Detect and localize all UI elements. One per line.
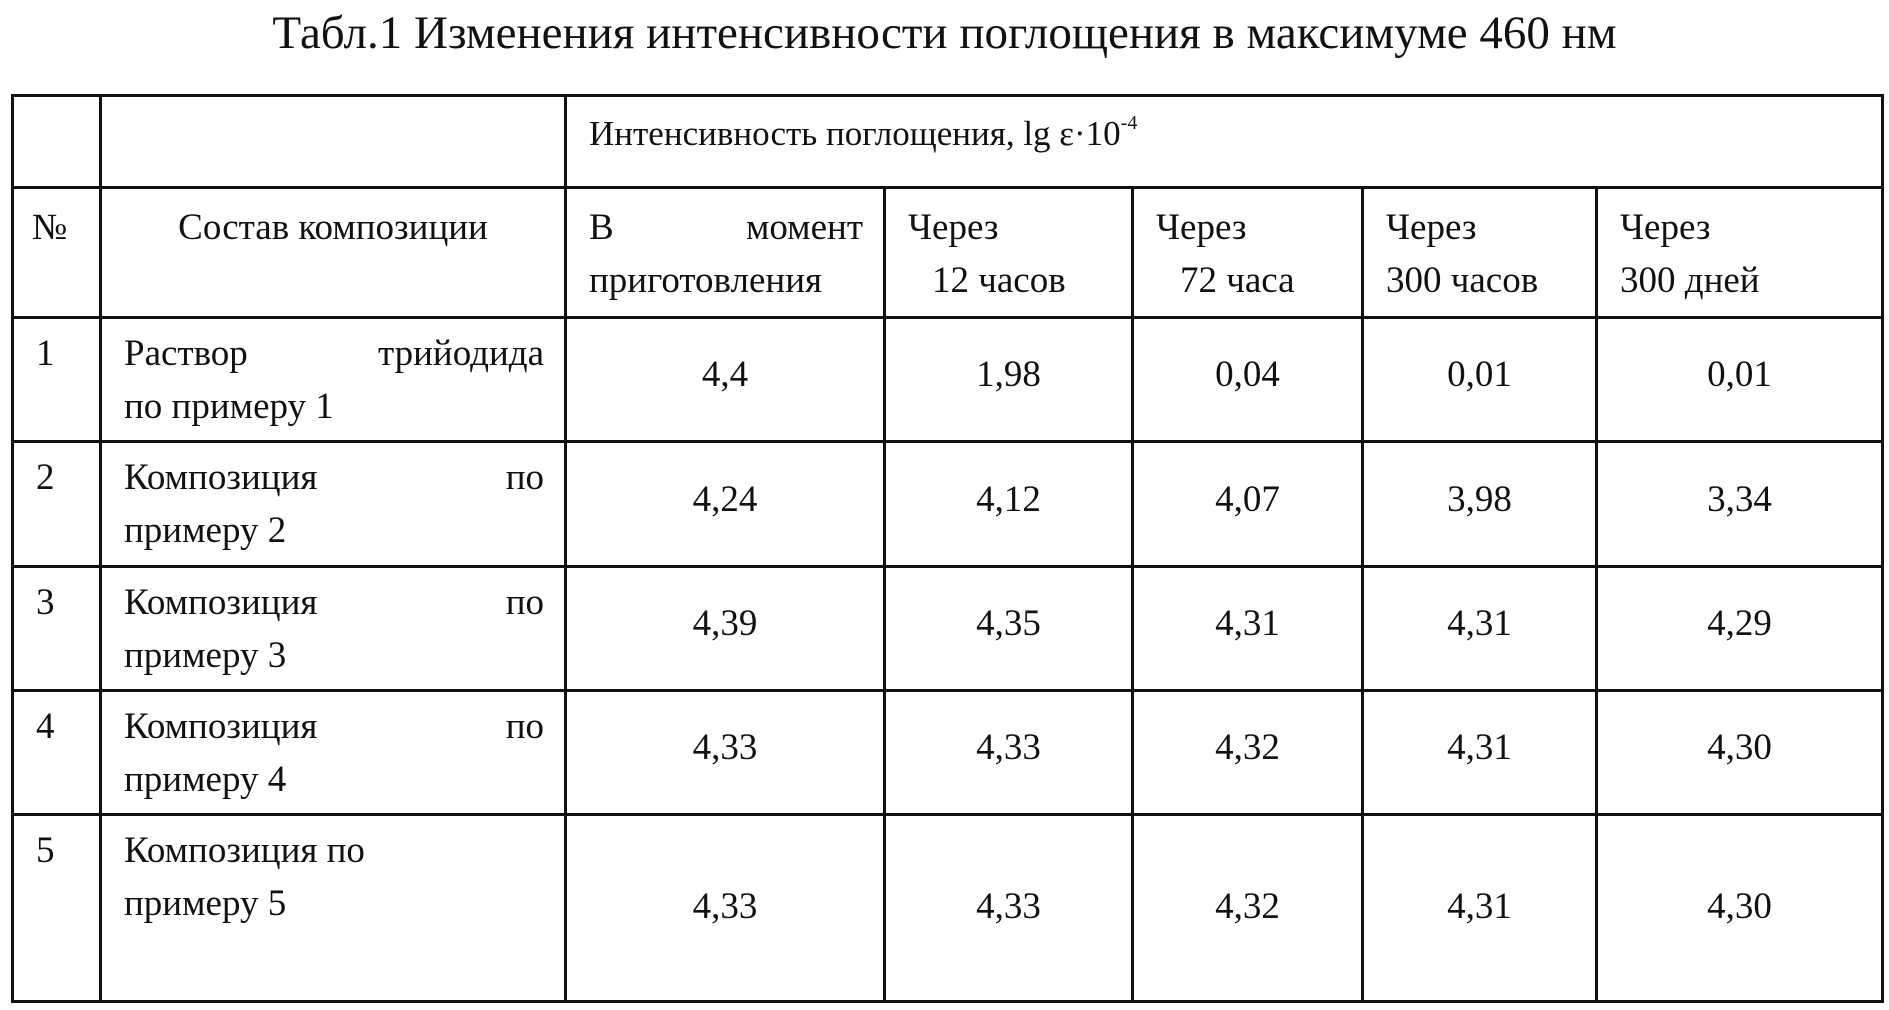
- header-time-0-word-a: В: [589, 207, 614, 248]
- header-empty-composition: [101, 96, 566, 188]
- header-time-4-line2: 300 дней: [1620, 260, 1760, 301]
- row-composition: [101, 691, 566, 815]
- row-composition-word-b: по: [505, 706, 544, 747]
- value-cell: 1,98: [885, 318, 1133, 442]
- header-time-0-line2: приготовления: [589, 260, 823, 301]
- absorption-table: [11, 94, 1884, 1003]
- value-cell: 4,07: [1133, 442, 1363, 567]
- header-absorption-text: Интенсивность поглощения, lg ε·10: [589, 114, 1121, 153]
- table-title: Табл.1 Изменения интенсивности поглощения в максимуме 460 нм: [272, 7, 1617, 59]
- row-composition-line2: примеру 3: [124, 635, 287, 676]
- value-cell: 0,04: [1133, 318, 1363, 442]
- value-cell: 0,01: [1363, 318, 1597, 442]
- header-time-72h: [1133, 188, 1363, 318]
- row-composition-word-a: Композиция: [124, 457, 318, 498]
- value-cell: 4,32: [1133, 815, 1363, 1002]
- row-number: 3: [13, 567, 101, 691]
- row-composition: [101, 567, 566, 691]
- row-composition: [101, 815, 566, 1002]
- row-composition-line2: примеру 4: [124, 759, 287, 800]
- header-time-3-line1: Через: [1386, 207, 1477, 248]
- row-composition-line2: по примеру 1: [124, 386, 334, 427]
- table-row: [13, 815, 1883, 1002]
- header-row-columns: [13, 188, 1883, 318]
- row-composition-line1: Композиция по: [124, 830, 365, 871]
- row-number: 2: [13, 442, 101, 567]
- row-composition-word-b: по: [505, 582, 544, 623]
- value-cell: 4,33: [566, 815, 885, 1002]
- value-cell: 3,34: [1597, 442, 1883, 567]
- value-cell: 4,4: [566, 318, 885, 442]
- header-time-preparation: [566, 188, 885, 318]
- value-cell: 4,31: [1133, 567, 1363, 691]
- row-composition-line2: примеру 5: [124, 883, 287, 924]
- row-number: 1: [13, 318, 101, 442]
- row-composition-word-b: по: [505, 457, 544, 498]
- row-composition-word-a: Раствор: [124, 333, 248, 374]
- header-time-2-line1: Через: [1156, 207, 1247, 248]
- header-time-3-line2: 300 часов: [1386, 260, 1539, 301]
- value-cell: 4,31: [1363, 815, 1597, 1002]
- header-time-300d: [1597, 188, 1883, 318]
- table-row: [13, 567, 1883, 691]
- header-time-2-line2: 72 часа: [1180, 260, 1295, 301]
- header-time-12h: [885, 188, 1133, 318]
- value-cell: 4,33: [885, 815, 1133, 1002]
- value-cell: 3,98: [1363, 442, 1597, 567]
- row-composition-word-b: трийодида: [377, 333, 544, 374]
- value-cell: 4,30: [1597, 691, 1883, 815]
- row-composition: [101, 318, 566, 442]
- header-time-1-line1: Через: [908, 207, 999, 248]
- header-composition: Состав композиции: [101, 188, 566, 318]
- header-time-300h: [1363, 188, 1597, 318]
- value-cell: 4,30: [1597, 815, 1883, 1002]
- value-cell: 4,33: [566, 691, 885, 815]
- header-time-0-word-b: момент: [745, 207, 863, 248]
- value-cell: 0,01: [1597, 318, 1883, 442]
- header-absorption-intensity: [566, 96, 1883, 188]
- value-cell: 4,29: [1597, 567, 1883, 691]
- value-cell: 4,39: [566, 567, 885, 691]
- table-row: [13, 318, 1883, 442]
- header-no: №: [13, 188, 101, 318]
- value-cell: 4,31: [1363, 691, 1597, 815]
- table-row: [13, 691, 1883, 815]
- value-cell: 4,31: [1363, 567, 1597, 691]
- row-composition-word-a: Композиция: [124, 582, 318, 623]
- value-cell: 4,12: [885, 442, 1133, 567]
- value-cell: 4,32: [1133, 691, 1363, 815]
- value-cell: 4,33: [885, 691, 1133, 815]
- header-row-group: [13, 96, 1883, 188]
- row-number: 5: [13, 815, 101, 1002]
- header-absorption-exponent: -4: [1120, 112, 1138, 134]
- value-cell: 4,35: [885, 567, 1133, 691]
- table-row: [13, 442, 1883, 567]
- header-time-1-line2: 12 часов: [932, 260, 1066, 301]
- row-composition-word-a: Композиция: [124, 706, 318, 747]
- header-time-4-line1: Через: [1620, 207, 1711, 248]
- row-number: 4: [13, 691, 101, 815]
- value-cell: 4,24: [566, 442, 885, 567]
- row-composition-line2: примеру 2: [124, 510, 287, 551]
- row-composition: [101, 442, 566, 567]
- header-empty-no: [13, 96, 101, 188]
